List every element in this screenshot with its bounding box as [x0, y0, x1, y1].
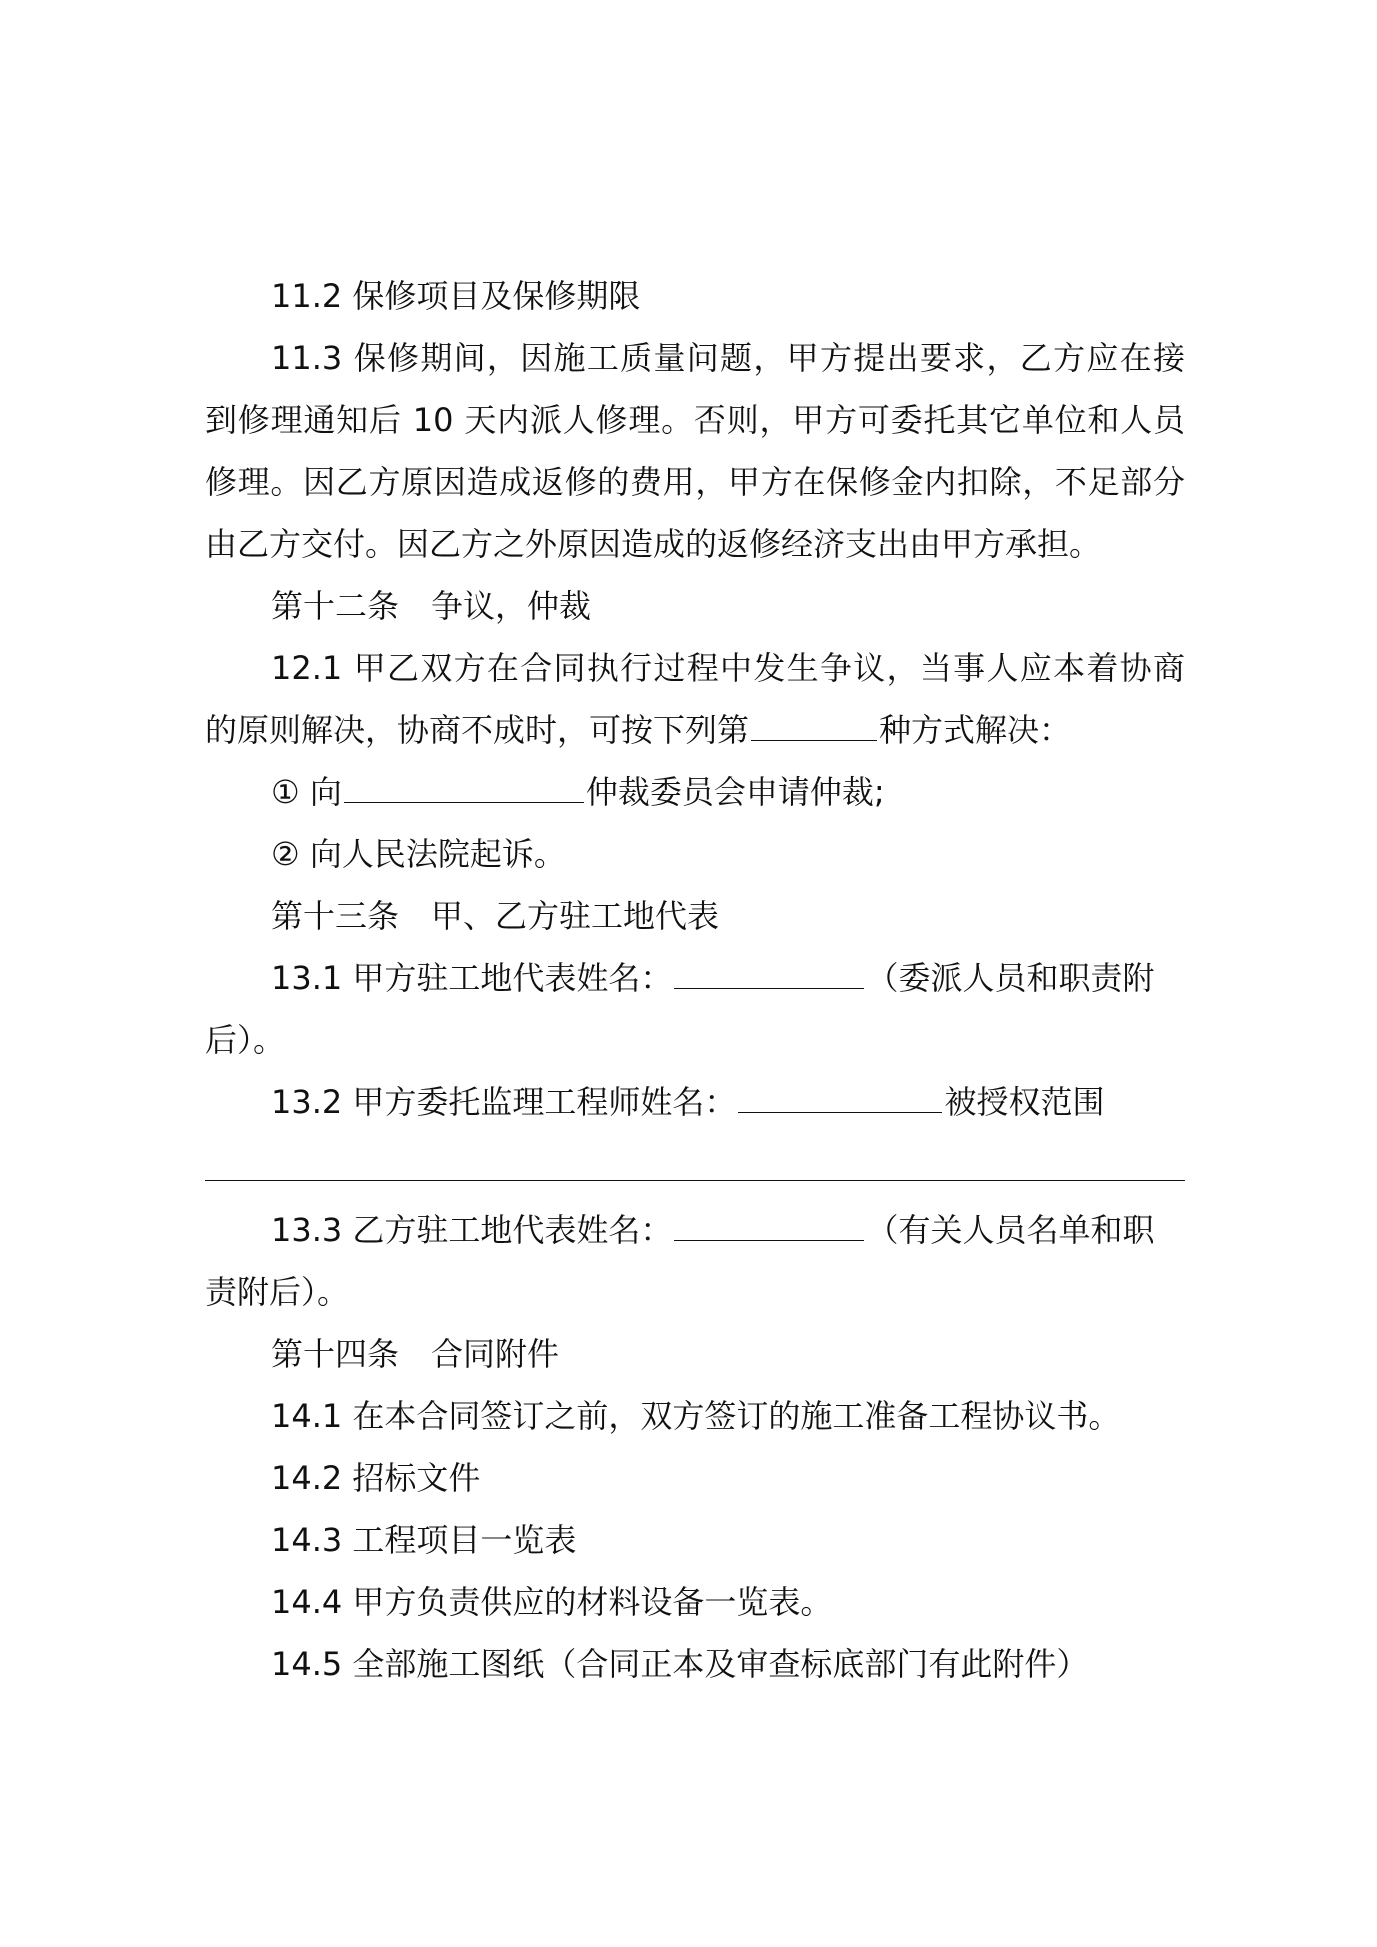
contract-body — [205, 265, 1185, 1695]
article-13-heading: 第十三条 甲、乙方驻工地代表 — [271, 897, 720, 935]
clause-13-2-text-after: 被授权范围 — [944, 1083, 1105, 1121]
clause-13-1-text-before: 13.1 甲方驻工地代表姓名： — [271, 959, 673, 997]
clause-12-1-text-before: 的原则解决，协商不成时，可按下列第 — [205, 711, 750, 749]
clause-11-3-line-4: 由乙方交付。因乙方之外原因造成的返修经济支出由甲方承担。 — [205, 525, 1102, 563]
method-number-blank — [751, 700, 877, 741]
party-a-rep-name-blank — [674, 948, 864, 989]
clause-11-2: 11.2 保修项目及保修期限 — [271, 277, 641, 315]
option-1-text-before: ① 向 — [271, 773, 342, 811]
clause-11-3-line-2: 到修理通知后 10 天内派人修理。否则，甲方可委托其它单位和人员 — [205, 401, 1185, 439]
clause-14-4: 14.4 甲方负责供应的材料设备一览表。 — [271, 1583, 833, 1621]
clause-14-3: 14.3 工程项目一览表 — [271, 1521, 577, 1559]
clause-13-3-text-after: （有关人员名单和职 — [866, 1211, 1155, 1249]
clause-11-3-line-1: 11.3 保修期间，因施工质量问题，甲方提出要求，乙方应在接 — [271, 339, 1185, 377]
clause-13-1-text-after: （委派人员和职责附 — [866, 959, 1155, 997]
clause-14-2: 14.2 招标文件 — [271, 1459, 481, 1497]
option-1 — [205, 761, 1185, 823]
party-b-rep-name-blank — [674, 1200, 864, 1241]
clause-14-1: 14.1 在本合同签订之前，双方签订的施工准备工程协议书。 — [271, 1397, 1121, 1435]
clause-12-1-line-2 — [205, 699, 1185, 761]
clause-13-3-line-2: 责附后）。 — [205, 1273, 350, 1311]
clause-13-1-line-1 — [205, 947, 1185, 1009]
clause-13-2-text-before: 13.2 甲方委托监理工程师姓名： — [271, 1083, 737, 1121]
authorized-scope-blank-line — [205, 1137, 1185, 1199]
option-2: ② 向人民法院起诉。 — [271, 835, 566, 873]
article-12-heading: 第十二条 争议，仲裁 — [271, 587, 592, 625]
clause-14-5: 14.5 全部施工图纸（合同正本及审查标底部门有此附件） — [271, 1645, 1089, 1683]
article-14-heading: 第十四条 合同附件 — [271, 1335, 560, 1373]
clause-13-1-line-2: 后）。 — [205, 1021, 286, 1059]
clause-13-3-text-before: 13.3 乙方驻工地代表姓名： — [271, 1211, 673, 1249]
option-1-text-after: 仲裁委员会申请仲裁; — [585, 773, 885, 811]
clause-13-2 — [205, 1071, 1185, 1133]
clause-11-3-line-3: 修理。因乙方原因造成返修的费用，甲方在保修金内扣除，不足部分 — [205, 463, 1185, 501]
clause-13-3-line-1 — [205, 1199, 1185, 1261]
clause-12-1-line-1: 12.1 甲乙双方在合同执行过程中发生争议，当事人应本着协商 — [271, 649, 1185, 687]
clause-12-1-text-after: 种方式解决： — [879, 711, 1072, 749]
authorized-scope-rule — [205, 1180, 1185, 1181]
supervising-engineer-name-blank — [738, 1072, 942, 1113]
arbitration-committee-blank — [344, 762, 584, 803]
